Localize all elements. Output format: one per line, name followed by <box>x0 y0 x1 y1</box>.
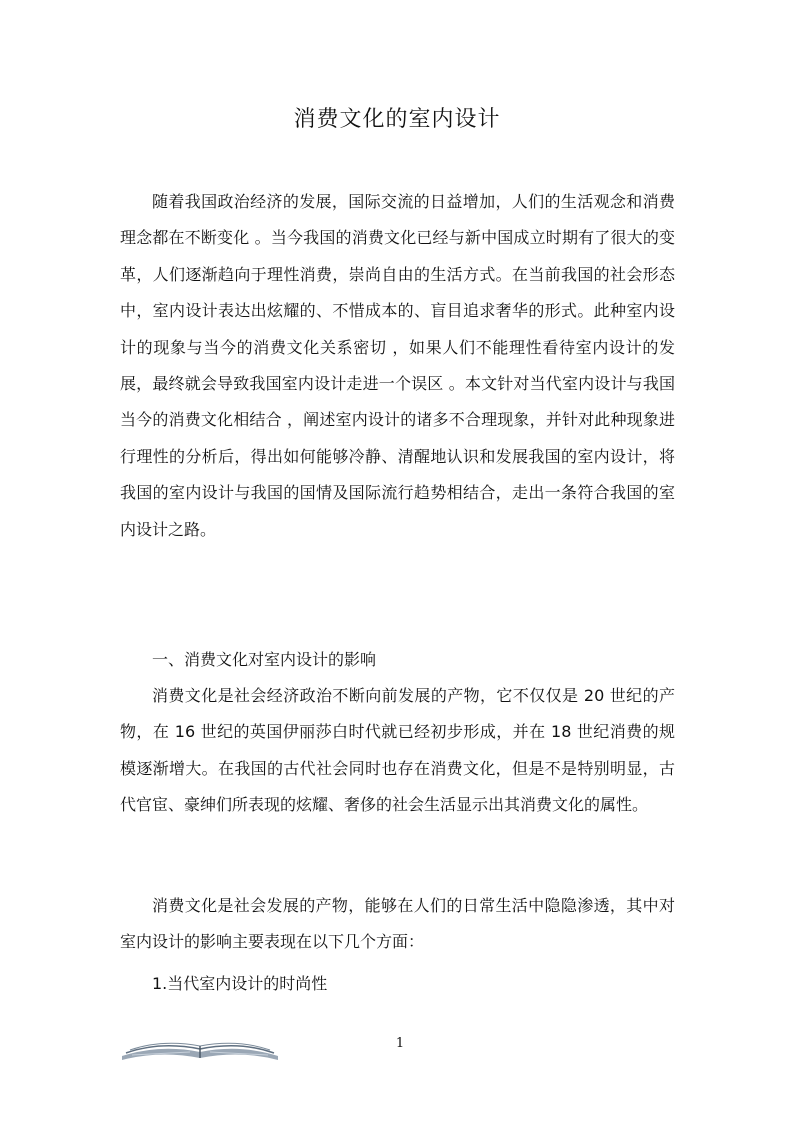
intro-paragraph: 随着我国政治经济的发展，国际交流的日益增加，人们的生活观念和消费理念都在不断变化 。当今我国的消费文化已经与新中国成立时期有了很大的变革，人们逐渐趋向于理性消费，崇尚自由的生活方式。在当前我国的社会形态中，室内设计表达出炫耀的、不惜成本的、盲目追求奢华的形式。此种室内设计的现象与当今的消费文化关系密切 ，如果人们不能理性看待室内设计的发展，最终就会导致我国室内设计走进一个误区 。本文针对当代室内设计与我国当今的消费文化相结合 ，阐述室内设计的诸多不合理现象，并针对此种现象进行理性的分析后，得出如何能够冷静、清醒地认识和发展我国的室内设计，将我国的室内设计与我国的国情及国际流行趋势相结合，走出一条符合我国的室内设计之路。 <box>120 192 675 539</box>
section1-paragraph-2: 消费文化是社会发展的产物，能够在人们的日常生活中隐隐渗透，其中对室内设计的影响主要表现在以下几个方面： <box>120 896 675 952</box>
open-book-icon <box>120 1036 280 1062</box>
document-title: 消费文化的室内设计 <box>293 107 501 132</box>
section1-paragraph-1: 消费文化是社会经济政治不断向前发展的产物，它不仅仅是 20 世纪的产物，在 16 世纪的英国伊丽莎白时代就已经初步形成，并在 18 世纪消费的规模逐渐增大。在我国的古代社会同时也存在消费文化，但是不是特别明显，古代官宦、豪绅们所表现的炫耀、奢侈的社会生活显示出其消费文化的属性。 <box>120 686 675 815</box>
subsection-heading-1: 1.当代室内设计的时尚性 <box>152 974 328 993</box>
page-number: 1 <box>395 1036 405 1051</box>
section-heading-1: 一、消费文化对室内设计的影响 <box>152 650 377 669</box>
